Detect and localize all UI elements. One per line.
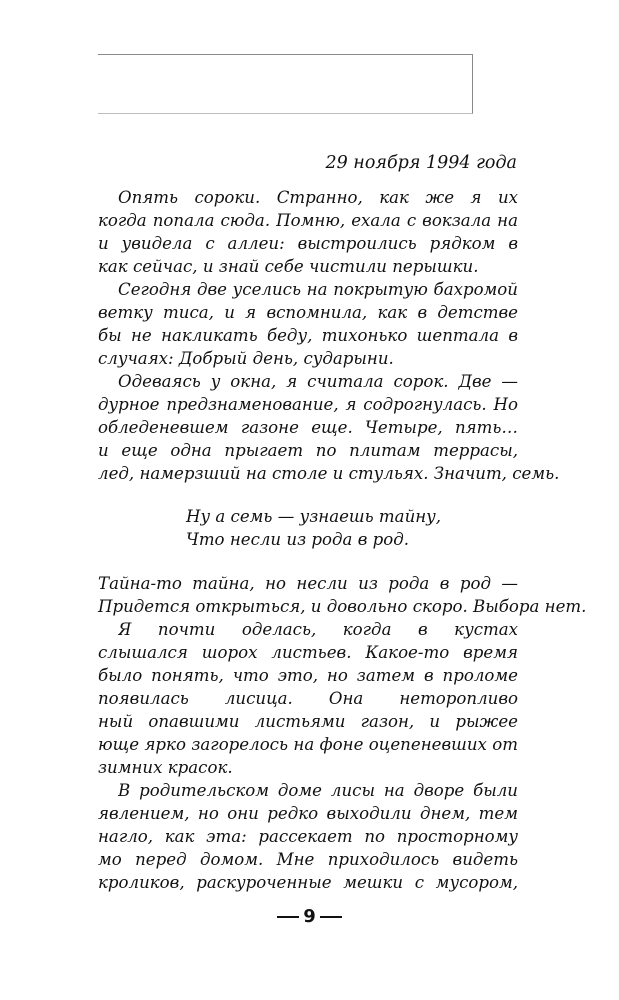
text-line: Придется открыться, и довольно скоро. Выбора нет.	[98, 597, 587, 616]
folio-dash-right	[320, 916, 342, 918]
text-line: слышался шорох листьев. Какое-то время	[98, 643, 518, 662]
text-line: кроликов, раскуроченные мешки с мусором,	[98, 873, 518, 892]
text-line: ный опавшими листьями газон, и рыжее	[98, 712, 518, 731]
text-line: появилась лисица. Она неторопливо	[98, 689, 518, 708]
page-number-folio	[0, 906, 619, 928]
text-line: случаях: Добрый день, сударыни.	[98, 349, 394, 368]
text-line: обледеневшем газоне еще. Четыре, пять…	[98, 418, 518, 437]
text-line: явлением, но они редко выходили днем, тем	[98, 804, 518, 823]
text-line: дурное предзнаменование, я содрогнулась. Но	[98, 395, 518, 414]
text-line: лед, намерзший на столе и стульях. Значит, семь.	[98, 464, 560, 483]
text-line: нагло, как эта: рассекает по просторному	[98, 827, 518, 846]
text-line: ветку тиса, и я вспомнила, как в детстве	[98, 303, 518, 322]
text-line: бы не накликать беду, тихонько шептала в	[98, 326, 518, 345]
date-heading: 29 ноября 1994 года	[325, 153, 517, 173]
text-line: зимних красок.	[98, 758, 233, 777]
text-line: юще ярко загорелось на фоне оцепеневших от	[98, 735, 518, 754]
page-number: 9	[303, 906, 316, 927]
text-line: когда попала сюда. Помню, ехала с вокзала на	[98, 211, 518, 230]
header-frame	[98, 54, 473, 114]
text-line: Тайна-то тайна, но несли из рода в род —	[98, 574, 518, 593]
text-line: было понять, что это, но затем в проломе	[98, 666, 518, 685]
text-line: Одеваясь у окна, я считала сорок. Две —	[118, 372, 518, 391]
text-line: мо перед домом. Мне приходилось видеть	[98, 850, 518, 869]
verse-line: Ну а семь — узнаешь тайну,	[186, 507, 442, 526]
text-line: В родительском доме лисы на дворе были	[118, 781, 518, 800]
text-line: как сейчас, и знай себе чистили перышки.	[98, 257, 479, 276]
verse-line: Что несли из рода в род.	[186, 530, 410, 549]
folio-dash-left	[277, 916, 299, 918]
text-line: Я почти оделась, когда в кустах	[118, 620, 518, 639]
text-line: и увидела с аллеи: выстроились рядком в	[98, 234, 518, 253]
text-line: Опять сороки. Странно, как же я их	[118, 188, 518, 207]
text-line: Сегодня две уселись на покрытую бахромой	[118, 280, 518, 299]
text-line: и еще одна прыгает по плитам террасы,	[98, 441, 518, 460]
